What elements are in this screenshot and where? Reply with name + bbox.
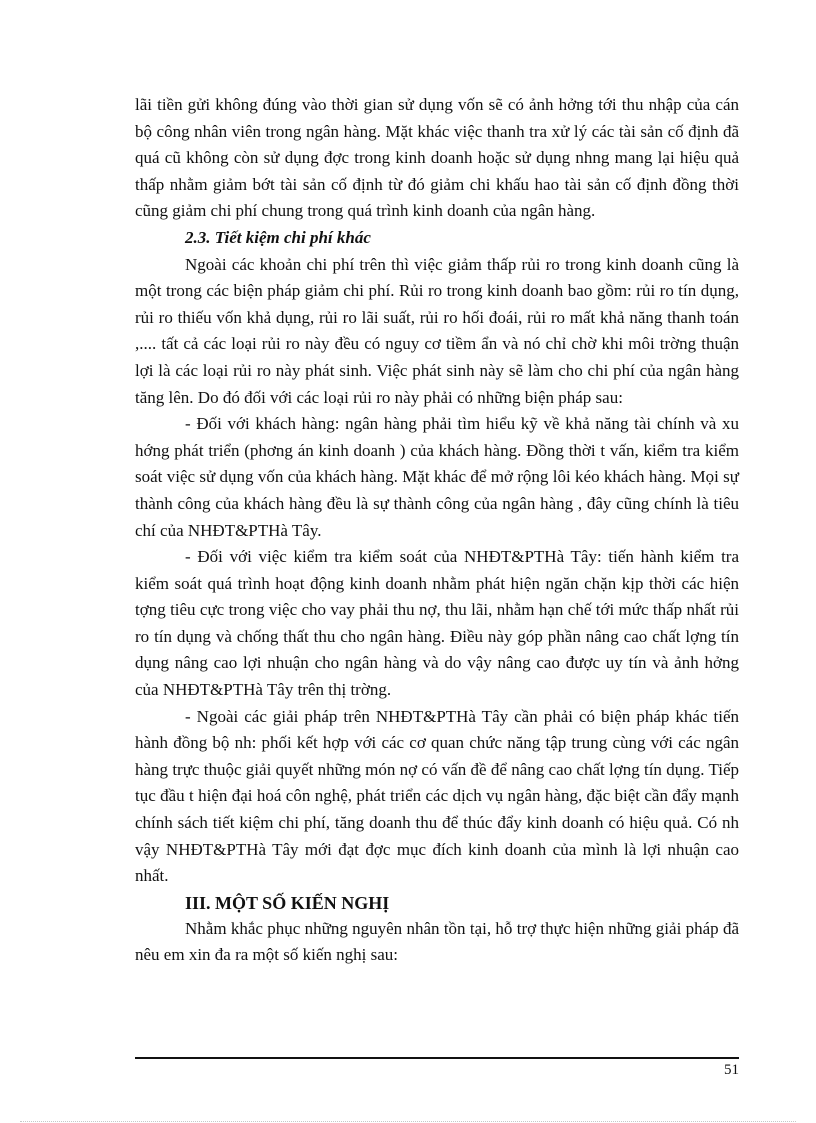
page-number: 51 [724, 1062, 739, 1078]
footer-divider [135, 1057, 739, 1059]
paragraph-recommendations: Nhằm khắc phục những nguyên nhân tồn tại, hỗ trợ thực hiện những giải pháp đã nêu em xin đa ra một số kiến nghị sau: [135, 918, 739, 965]
section-heading: III. MỘT SỐ KIẾN NGHỊ [185, 892, 390, 913]
bullet-inspection: - Đối với việc kiểm tra kiểm soát của NHĐT&PTHà Tây: tiến hành kiểm tra kiểm soát quá trình hoạt động kinh doanh nhằm phát hiện ngăn chặn kịp thời các hiện tợng tiêu cực trong việc cho vay phải thu nợ, thu lãi, nhằm hạn chế tới mức thấp nhất rủi ro tín dụng và chống thất thu cho ngân hàng. Điều này góp phần nâng cao chất lợng tín dụng nâng cao lợi nhuận cho ngân hàng và do vậy nâng cao được uy tín và ảnh hởng của NHĐT&PTHà Tây trên thị trờng. [135, 547, 739, 700]
page-bottom-edge [20, 1121, 796, 1122]
bullet-other-solutions: - Ngoài các giải pháp trên NHĐT&PTHà Tây cần phải có biện pháp khác tiến hành đồng bộ nh: phối kết hợp với các cơ quan chức năng tập trung cùng với các ngân hàng trực thuộc giải quyết những món nợ có vấn đề để nâng cao chất lợng tín dụng. Tiếp tục đầu t hiện đại hoá côn nghệ, phát triển các dịch vụ ngân hàng, đặc biệt cần đẩy mạnh chính sách tiết kiệm chi phí, tăng doanh thu để thúc đẩy kinh doanh có hiệu quả. Có nh vậy NHĐT&PTHà Tây mới đạt đợc mục đích kinh doanh của mình là lợi nhuận cao nhất. [135, 706, 739, 886]
subsection-heading: 2.3. Tiết kiệm chi phí khác [185, 227, 371, 247]
paragraph-risks: Ngoài các khoản chi phí trên thì việc giảm thấp rủi ro trong kinh doanh cũng là một trong các biện pháp giảm chi phí. Rủi ro trong kinh doanh bao gồm: rủi ro tín dụng, rủi ro thiếu vốn khả dụng, rủi ro lãi suất, rủi ro hối đoái, rủi ro mất khả năng thanh toán ,.... tất cả các loại rủi ro này đều có nguy cơ tiềm ẩn và nó chỉ chờ khi môi trờng thuận lợi là các loại rủi ro này phát sinh. Việc phát sinh này sẽ làm cho chi phí của ngân hàng tăng lên. Do đó đối với các loại rủi ro này phải có những biện pháp sau: [135, 254, 739, 407]
document-body [135, 92, 739, 969]
bullet-customers: - Đối với khách hàng: ngân hàng phải tìm hiểu kỹ về khả năng tài chính và xu hớng phát triển (phơng án kinh doanh ) của khách hàng. Đồng thời t vấn, kiểm tra kiểm soát việc sử dụng vốn của khách hàng. Mặt khác để mở rộng lôi kéo khách hàng. Mọi sự thành công của khách hàng đều là sự thành công của ngân hàng , đây cũng chính là tiêu chí của NHĐT&PTHà Tây. [135, 414, 739, 540]
paragraph-continuation: lãi tiền gửi không đúng vào thời gian sử dụng vốn sẽ có ảnh hởng tới thu nhập của cán bộ công nhân viên trong ngân hàng. Mặt khác việc thanh tra xử lý các tài sản cố định đã quá cũ không còn sử dụng đợc trong kinh doanh hoặc sử dụng nhng mang lại hiệu quả thấp nhằm giảm bớt tài sản cố định từ đó giảm chi khấu hao tài sản cố định đồng thời cũng giảm chi phí chung trong quá trình kinh doanh của ngân hàng. [135, 95, 739, 221]
